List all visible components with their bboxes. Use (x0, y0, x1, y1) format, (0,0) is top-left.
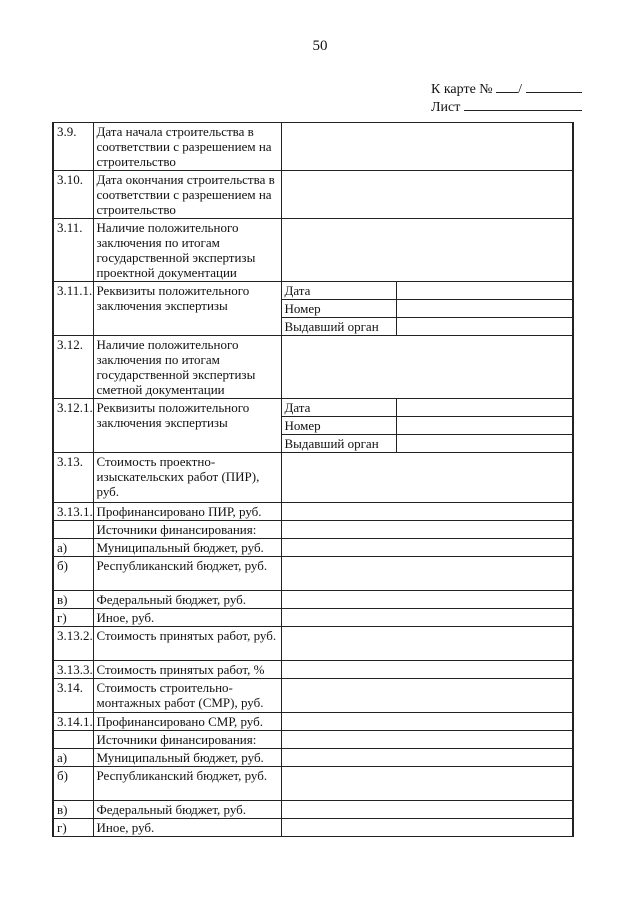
sub-field-label: Дата (281, 282, 396, 300)
row-number (53, 731, 93, 749)
value-cell[interactable] (281, 171, 573, 219)
row-label: Реквизиты положительного заключения экспертизы (93, 399, 281, 453)
row-label: Источники финансирования: (93, 731, 281, 749)
row-label: Иное, руб. (93, 609, 281, 627)
card-number-label: К карте № (431, 82, 493, 97)
row-number: в) (53, 801, 93, 819)
value-cell[interactable] (281, 591, 573, 609)
row-label: Профинансировано СМР, руб. (93, 713, 281, 731)
value-cell[interactable] (281, 749, 573, 767)
value-cell[interactable] (281, 557, 573, 591)
table-row (53, 503, 573, 521)
row-label: Источники финансирования: (93, 521, 281, 539)
table-row (53, 801, 573, 819)
value-cell[interactable] (281, 679, 573, 713)
value-cell[interactable] (281, 453, 573, 503)
card-number-field[interactable] (496, 80, 518, 93)
row-number (53, 521, 93, 539)
row-number: б) (53, 557, 93, 591)
table-row (53, 767, 573, 801)
row-number: б) (53, 767, 93, 801)
row-label: Профинансировано ПИР, руб. (93, 503, 281, 521)
table-row (53, 399, 573, 417)
row-number: 3.10. (53, 171, 93, 219)
sheet-label: Лист (431, 100, 461, 115)
row-number: в) (53, 591, 93, 609)
value-cell[interactable] (396, 417, 573, 435)
table-row (53, 453, 573, 503)
row-label: Стоимость принятых работ, руб. (93, 627, 281, 661)
row-number: 3.11. (53, 219, 93, 282)
row-number: а) (53, 539, 93, 557)
table-row (53, 521, 573, 539)
table-row (53, 123, 573, 171)
row-label: Республиканский бюджет, руб. (93, 557, 281, 591)
page-number: 50 (312, 38, 328, 54)
sheet-field[interactable] (464, 98, 582, 111)
sub-field-label: Дата (281, 399, 396, 417)
table-row (53, 557, 573, 591)
form-body (53, 123, 573, 837)
row-label: Стоимость принятых работ, % (93, 661, 281, 679)
row-number: 3.13.1. (53, 503, 93, 521)
table-row (53, 591, 573, 609)
table-row (53, 731, 573, 749)
value-cell[interactable] (281, 767, 573, 801)
row-label: Республиканский бюджет, руб. (93, 767, 281, 801)
row-label: Стоимость строительно-монтажных работ (СМР), руб. (93, 679, 281, 713)
card-subnumber-field[interactable] (526, 80, 582, 93)
card-number-line (431, 80, 582, 98)
sub-field-label: Выдавший орган (281, 318, 396, 336)
card-reference (431, 80, 582, 116)
value-cell[interactable] (281, 336, 573, 399)
value-cell[interactable] (281, 801, 573, 819)
value-cell[interactable] (396, 318, 573, 336)
table-row (53, 661, 573, 679)
table-row (53, 749, 573, 767)
value-cell[interactable] (281, 819, 573, 837)
value-cell[interactable] (281, 521, 573, 539)
row-number: 3.9. (53, 123, 93, 171)
value-cell[interactable] (281, 713, 573, 731)
row-label: Федеральный бюджет, руб. (93, 801, 281, 819)
row-label: Стоимость проектно-изыскательских работ (ПИР), руб. (93, 453, 281, 503)
row-label: Муниципальный бюджет, руб. (93, 749, 281, 767)
row-number: а) (53, 749, 93, 767)
sub-field-label: Номер (281, 417, 396, 435)
row-label: Муниципальный бюджет, руб. (93, 539, 281, 557)
value-cell[interactable] (396, 282, 573, 300)
table-row (53, 219, 573, 282)
value-cell[interactable] (281, 219, 573, 282)
row-number: 3.14.1. (53, 713, 93, 731)
table-row (53, 336, 573, 399)
value-cell[interactable] (396, 435, 573, 453)
table-row (53, 627, 573, 661)
row-number: 3.13.3. (53, 661, 93, 679)
row-number: 3.12.1. (53, 399, 93, 453)
row-number: 3.13. (53, 453, 93, 503)
row-number: г) (53, 609, 93, 627)
value-cell[interactable] (281, 539, 573, 557)
table-row (53, 609, 573, 627)
value-cell[interactable] (281, 123, 573, 171)
row-number: 3.13.2. (53, 627, 93, 661)
row-label: Дата начала строительства в соответствии с разрешением на строительство (93, 123, 281, 171)
value-cell[interactable] (281, 661, 573, 679)
table-row (53, 539, 573, 557)
row-label: Федеральный бюджет, руб. (93, 591, 281, 609)
row-label: Реквизиты положительного заключения экспертизы (93, 282, 281, 336)
sheet-line (431, 98, 582, 116)
table-row (53, 282, 573, 300)
row-label: Дата окончания строительства в соответствии с разрешением на строительство (93, 171, 281, 219)
row-number: 3.14. (53, 679, 93, 713)
card-number-slash: / (518, 82, 523, 97)
value-cell[interactable] (281, 609, 573, 627)
value-cell[interactable] (281, 731, 573, 749)
table-row (53, 171, 573, 219)
row-number: г) (53, 819, 93, 837)
table-row (53, 679, 573, 713)
value-cell[interactable] (281, 627, 573, 661)
table-row (53, 713, 573, 731)
sub-field-label: Номер (281, 300, 396, 318)
row-label: Наличие положительного заключения по итогам государственной экспертизы проектной документации (93, 219, 281, 282)
value-cell[interactable] (396, 399, 573, 417)
row-number: 3.11.1. (53, 282, 93, 336)
value-cell[interactable] (396, 300, 573, 318)
row-number: 3.12. (53, 336, 93, 399)
form-table (52, 122, 574, 837)
row-label: Наличие положительного заключения по итогам государственной экспертизы сметной документации (93, 336, 281, 399)
sub-field-label: Выдавший орган (281, 435, 396, 453)
value-cell[interactable] (281, 503, 573, 521)
row-label: Иное, руб. (93, 819, 281, 837)
table-row (53, 819, 573, 837)
